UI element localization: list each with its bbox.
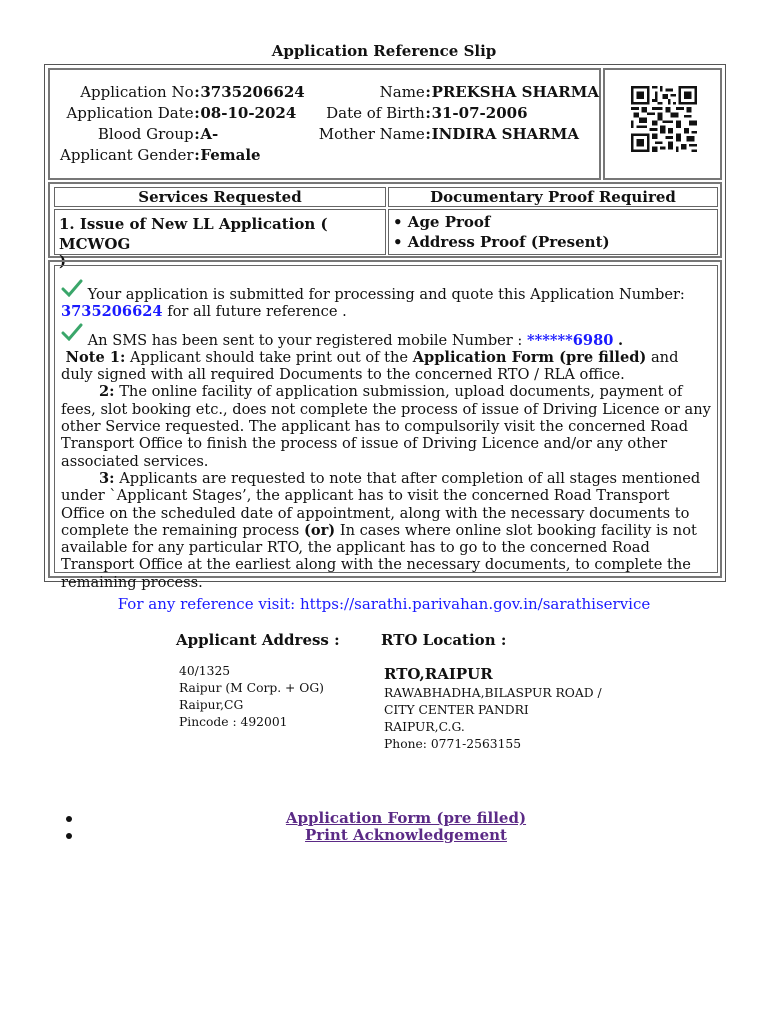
bullet-icon xyxy=(66,833,72,839)
applicant-address xyxy=(179,663,324,731)
gender-label: Applicant Gender xyxy=(60,146,194,164)
mother-name-label: Mother Name xyxy=(318,125,425,143)
messages-cell: Your application is submitted for processing and quote this Application Number: 3735206624 for all future reference . An SMS has been sent to your registered mobile Number : ******6980 . Note 1: Applicant should take print out of the Application Form (pre filled) and duly signed with all required Documents to the concerned RTO / RLA office. 2: The online facility of application submission, upload documents, payment of fees, slot booking etc., does not complete the process of issue of Driving Licence or any other Service requested. The applicant has to compulsorily visit the concerned Road Transport Office to finish the process of issue of Driving Licence and/or any other associated services. 3: Applicants are requested to note that after completion of all stages mentioned under `Applicant Stages’, the applicant has to visit the concerned Road Transport Office on the scheduled date of appointment, along with the necessary documents to complete the remaining process (or) In cases where online slot booking facility is not available for any particular RTO, the applicant has to go to the concerned Road Transport Office at the earliest along with the necessary documents, to complete the remaining process. xyxy=(54,265,718,573)
note3-text: Applicants are requested to note that after completion of all stages mentioned under `Applicant Stages’, the applicant has to visit the concerned Road Transport Office on the scheduled date of appointment, along with the necessary documents to complete the remaining process xyxy=(61,469,701,539)
rto-address-line: RAWABHADHA,BILASPUR ROAD / xyxy=(384,686,602,700)
rto-address-line: CITY CENTER PANDRI xyxy=(384,703,529,717)
dob-value: 31-07-2006 xyxy=(431,104,528,122)
address-line: Pincode : 492001 xyxy=(179,715,288,729)
note1-text-cont: and duly signed with all required Documents to the concerned RTO / RLA office. xyxy=(61,348,679,384)
submitted-application-number: 3735206624 xyxy=(61,303,163,321)
submitted-suffix: for all future reference . xyxy=(167,303,347,321)
gender-value: Female xyxy=(200,146,261,164)
address-line: Raipur,CG xyxy=(179,698,244,712)
documentary-proof-header: Documentary Proof Required xyxy=(388,187,718,207)
page-title: Application Reference Slip xyxy=(271,42,497,60)
note3-text-cont: In cases where online slot booking facility is not available for any particular RTO, the applicant has to go to the concerned Road Transport Office at the earliest along with the necessary documents, to complete the remaining process. xyxy=(61,521,697,591)
name-value: PREKSHA SHARMA xyxy=(431,83,599,101)
name-label: Name xyxy=(379,83,425,101)
proof-item-age: • Age Proof xyxy=(393,213,491,231)
qr-code-icon xyxy=(629,86,699,152)
bullet-icon xyxy=(66,816,72,822)
messages-frame xyxy=(48,260,722,591)
application-date-value: 08-10-2024 xyxy=(200,104,297,122)
applicant-address-heading: Applicant Address : xyxy=(176,631,340,649)
rto-address-line: RAIPUR,C.G. xyxy=(384,720,465,734)
rto-phone: Phone: 0771-2563155 xyxy=(384,737,522,751)
proof-cell xyxy=(388,209,718,255)
blood-group-label: Blood Group xyxy=(97,125,194,143)
applicant-info-table: Application No : 3735206624 Name : PREKSHA SHARMA Application Date : 08-10-2024 Date of Birth : 31-07-2006 Blood Group : A- Mother Name : INDIRA SHARMA Applicant Gender : Female xyxy=(60,83,599,164)
application-date-label: Application Date xyxy=(66,104,194,122)
rto-location xyxy=(384,663,602,753)
applicant-info-frame xyxy=(48,68,601,180)
rto-name: RTO,RAIPUR xyxy=(384,665,493,683)
slip-container xyxy=(44,64,726,591)
dob-label: Date of Birth xyxy=(326,104,425,122)
note3-label: 3: xyxy=(99,469,115,487)
proof-item-address: • Address Proof (Present) xyxy=(393,233,610,251)
application-no-value: 3735206624 xyxy=(200,83,305,101)
address-line: 40/1325 xyxy=(179,664,231,678)
application-no-label: Application No xyxy=(80,83,194,101)
note1-text: Applicant should take print out of the xyxy=(130,348,409,366)
service-item-cont: ) xyxy=(59,252,67,270)
address-line: Raipur (M Corp. + OG) xyxy=(179,681,324,695)
reference-link-line: For any reference visit: https://sarathi.parivahan.gov.in/sarathiservice xyxy=(117,595,651,613)
service-cell xyxy=(54,209,386,270)
list-item xyxy=(56,810,756,827)
blood-group-value: A- xyxy=(200,125,219,143)
services-frame xyxy=(48,182,722,270)
rto-location-heading: RTO Location : xyxy=(381,631,507,649)
qr-frame xyxy=(603,68,722,180)
mother-name-value: INDIRA SHARMA xyxy=(431,125,579,143)
service-item: 1. Issue of New LL Application ( MCWOG xyxy=(59,215,328,253)
list-item xyxy=(56,827,756,844)
sms-mobile-number: ******6980 xyxy=(526,331,614,349)
note1-bold-text: Application Form (pre filled) xyxy=(412,348,647,366)
print-acknowledgement-link[interactable]: Print Acknowledgement xyxy=(305,826,507,844)
services-requested-header: Services Requested xyxy=(54,187,386,207)
checkmark-icon xyxy=(61,323,83,341)
note1-label: Note 1: xyxy=(65,348,126,366)
links-list xyxy=(56,810,756,844)
checkmark-icon xyxy=(61,279,83,297)
application-form-link[interactable]: Application Form (pre filled) xyxy=(285,809,527,827)
sms-message: An SMS has been sent to your registered mobile Number : xyxy=(87,331,523,349)
submitted-message: Your application is submitted for processing and quote this Application Number: xyxy=(87,286,685,303)
note2-label: 2: xyxy=(99,383,115,401)
note2-text: The online facility of application submission, upload documents, payment of fees, slot booking etc., does not complete the process of issue of Driving Licence or any other Service requested. The applicant has to compulsorily visit the concerned Road Transport Office to finish the process of issue of Driving Licence and/or any other associated services. xyxy=(61,383,711,470)
note3-or: (or) xyxy=(303,521,336,539)
